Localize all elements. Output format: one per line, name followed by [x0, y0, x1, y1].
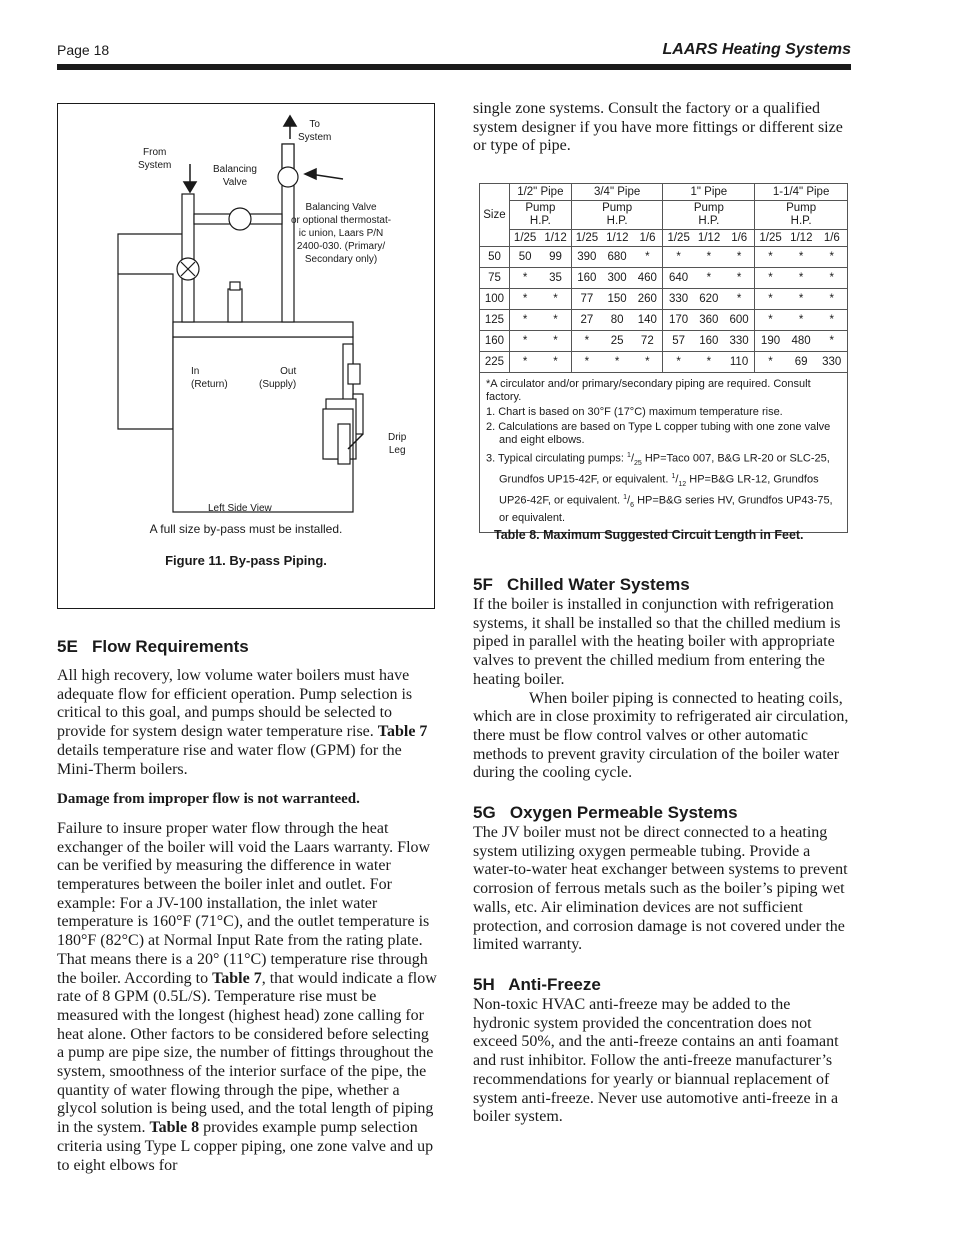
length-value: * [584, 356, 590, 368]
length-value: * [584, 335, 590, 347]
pipe-length-table [479, 183, 848, 373]
length-value: * [736, 293, 742, 305]
length-value: 35 [549, 272, 562, 284]
section-5g-body [473, 824, 853, 955]
heading-5h: 5H Anti-Freeze [473, 975, 601, 994]
length-value: * [614, 356, 620, 368]
length-value: 360 [699, 314, 719, 326]
warning-text: Damage from improper flow is not warranteed. [57, 791, 360, 808]
size-header: Size [480, 184, 510, 247]
length-value: 57 [672, 335, 685, 347]
length-value: 160 [699, 335, 719, 347]
length-cell-group [663, 268, 755, 289]
length-value: * [829, 335, 834, 347]
length-value: 72 [640, 335, 654, 347]
length-cell-group [571, 352, 663, 373]
length-value: 640 [669, 272, 689, 284]
length-cell-group [755, 289, 848, 310]
header-rule [57, 64, 851, 70]
length-value: * [829, 272, 834, 284]
figure-box [57, 103, 435, 609]
length-value: * [553, 293, 558, 305]
figure-caption: Figure 11. By-pass Piping. [165, 553, 327, 568]
length-cell-group [509, 289, 571, 310]
length-value: 110 [729, 356, 749, 368]
length-value: 260 [637, 293, 657, 305]
length-value: * [768, 356, 773, 368]
length-cell-group [571, 247, 663, 268]
heading-5f: 5F Chilled Water Systems [473, 575, 690, 594]
length-value: 480 [791, 335, 811, 347]
length-value: * [768, 272, 773, 284]
length-value: 620 [699, 293, 719, 305]
length-value: * [645, 251, 650, 263]
size-cell: 50 [480, 247, 510, 268]
length-value: 160 [577, 272, 597, 284]
intro-paragraph: single zone systems. Consult the factory or a qualified system designer if you have more fittings or different size or type of pipe. [473, 100, 843, 155]
table-row [480, 268, 848, 289]
table-caption: Table 8. Maximum Suggested Circuit Length in Feet. [494, 528, 804, 542]
table-row [480, 247, 848, 268]
length-cell-group [571, 268, 663, 289]
label-from-system: From System [138, 147, 172, 171]
table-notes [479, 373, 848, 533]
size-cell: 100 [480, 289, 510, 310]
paragraph: Failure to insure proper water flow through the heat exchanger of the boiler will void the Laars warranty. Flow can be verified by measuring the difference in water temperatures between the boiler inlet and outlet. For example: For a JV-100 installation, the inlet water temperature is 160°F (71°C), and the outlet temperature is 180°F (82°C) at Normal Input Rate from the rating plate. That means there is a 20° (11°C) temperature rise through the boiler. According to Table 7, that would indicate a flow rate of 8 GPM (0.5L/S). Temperature rise must be measured with the longest (highest head) zone calling for heat alone. Other factors to be considered before selecting a pump are pipe size, the number of fittings throughout the system, smoothness of the interior surface of the pipe, the quantity of water flowing through the pipe, whether a glycol solution is being used, and the total length of piping in the system. Table 8 provides example pump selection criteria using Type L copper piping, one zone valve and up to eight elbows for [57, 819, 437, 1174]
label-balancing-valve-note: Balancing Valve or optional thermostat- ic union, Laars P/N 2400-030. (Primary/ Secondary only) [291, 202, 392, 265]
length-value: * [798, 272, 804, 284]
length-value: * [645, 356, 650, 368]
length-cell-group [663, 310, 755, 331]
length-value: 170 [669, 314, 689, 326]
brand-title: LAARS Heating Systems [662, 41, 851, 58]
length-value: 50 [518, 251, 532, 263]
hp-cols: 1/25 1/12 [509, 230, 571, 247]
length-value: * [553, 335, 558, 347]
table-row [480, 331, 848, 352]
length-value: * [798, 251, 804, 263]
length-value: * [829, 251, 834, 263]
length-value: * [706, 251, 712, 263]
size-cell: 225 [480, 352, 510, 373]
length-cell-group [509, 247, 571, 268]
length-cell-group [571, 310, 663, 331]
label-left-side-view: Left Side View [208, 503, 272, 514]
length-value: * [768, 251, 773, 263]
length-value: * [829, 314, 834, 326]
length-value: 140 [637, 314, 657, 326]
table-row [480, 289, 848, 310]
length-value: * [676, 251, 681, 263]
length-value: * [706, 272, 712, 284]
label-drip-leg: Drip Leg [388, 432, 407, 456]
length-value: * [829, 293, 834, 305]
length-value: 150 [607, 293, 627, 305]
length-cell-group [755, 331, 848, 352]
paragraph: All high recovery, low volume water boilers must have adequate flow for efficient operation. Pump selection is critical to this goal, and pumps should be selected to provide for system design water temperature rise. Table 7 details temperature rise and water flow (GPM) for the Mini-Therm boilers. [57, 667, 428, 778]
label-in-return: In (Return) [191, 366, 228, 390]
length-cell-group [755, 268, 848, 289]
length-value: * [736, 251, 742, 263]
length-cell-group [509, 352, 571, 373]
table-8 [479, 183, 848, 533]
pipe-header: 3/4" Pipe [571, 184, 663, 201]
length-value: * [768, 293, 773, 305]
heading-5e: 5E Flow Requirements [57, 637, 249, 656]
length-value: 390 [577, 251, 597, 263]
table-note: 2. Calculations are based on Type L copper tubing with one zone valve and eight elbows. [486, 421, 831, 446]
hp-cols: 1/25 1/12 1/6 [571, 230, 663, 247]
table-note: *A circulator and/or primary/secondary piping are required. Consult factory. [486, 378, 811, 403]
length-value: 80 [610, 314, 624, 326]
page-number: Page 18 [57, 42, 110, 58]
pipe-header: 1/2" Pipe [509, 184, 571, 201]
length-cell-group [755, 310, 848, 331]
length-cell-group [663, 289, 755, 310]
paragraph: The JV boiler must not be direct connected to a heating system utilizing oxygen permeable tubing. Provide a water-to-water heat exchanger between systems to prevent corrosion of ferrous metals such as the boiler’s piping wet walls, etc. Air elimination devices are not sufficient protection, and corrosion damage is not covered under the limited warranty. [473, 824, 848, 954]
length-value: 330 [822, 356, 842, 368]
length-value: 190 [760, 335, 781, 347]
length-value: * [736, 272, 742, 284]
length-value: 460 [637, 272, 657, 284]
hp-cols: 1/25 1/12 1/6 [663, 230, 755, 247]
pipe-header: 1-1/4" Pipe [755, 184, 848, 201]
section-5f-body [473, 596, 853, 783]
length-value: * [768, 314, 773, 326]
paragraph: When boiler piping is connected to heating coils, which are in close proximity to refrigerated air circulation, there must be flow control valves or other automatic methods to prevent gravity circulation of the boiler water during the cooling cycle. [473, 689, 849, 782]
length-cell-group [571, 289, 663, 310]
paragraph: If the boiler is installed in conjunction with refrigeration systems, it shall be installed so that the chilled medium is piped in parallel with the heating boiler with appropriate valves to prevent the chilled medium from entering the heating boiler. [473, 596, 841, 688]
length-value: * [522, 272, 528, 284]
size-cell: 125 [480, 310, 510, 331]
length-cell-group [509, 310, 571, 331]
length-cell-group [755, 352, 848, 373]
length-value: * [522, 293, 528, 305]
length-cell-group [755, 247, 848, 268]
length-value: * [553, 356, 558, 368]
length-value: 99 [549, 251, 562, 263]
section-5h-body [473, 996, 851, 1127]
length-value: 330 [669, 293, 689, 305]
size-cell: 75 [480, 268, 510, 289]
label-balancing-valve: Balancing Valve [213, 164, 257, 188]
length-cell-group [663, 352, 755, 373]
length-cell-group [663, 331, 755, 352]
pump-hp-header: Pump H.P. [663, 201, 755, 230]
pipe-header: 1" Pipe [663, 184, 755, 201]
length-cell-group [571, 331, 663, 352]
section-5e-body [57, 667, 437, 1175]
length-value: 300 [607, 272, 627, 284]
length-cell-group [509, 331, 571, 352]
pump-hp-header: Pump H.P. [755, 201, 848, 230]
length-cell-group [509, 268, 571, 289]
length-value: 680 [607, 251, 627, 263]
length-cell-group [663, 247, 755, 268]
length-value: * [798, 293, 804, 305]
length-value: 25 [610, 335, 624, 347]
label-out-supply: Out (Supply) [259, 366, 297, 390]
length-value: * [522, 335, 528, 347]
size-cell: 160 [480, 331, 510, 352]
label-to-system: To System [298, 119, 332, 143]
length-value: * [553, 314, 558, 326]
table-note: 3. Typical circulating pumps: $^1/_{25}$ HP=Taco 007, B&G LR-20 or SLC-25, Grundfos UP15-42F, or equivalent. $^1/_{12}$ HP=B&G LR-12, Grundfos UP26-42F, or equivalent. $^1/_6$ HP=B&G series HV, Grundfos UP43-75, or equivalent. [486, 452, 833, 524]
length-value: * [706, 356, 712, 368]
heading-5g: 5G Oxygen Permeable Systems [473, 803, 738, 822]
length-value: 77 [580, 293, 594, 305]
figure-note: A full size by-pass must be installed. [149, 522, 343, 536]
length-value: * [676, 356, 681, 368]
table-note: 1. Chart is based on 30°F (17°C) maximum temperature rise. [486, 406, 783, 418]
length-value: * [522, 314, 528, 326]
paragraph: Non-toxic HVAC anti-freeze may be added to the hydronic system provided the concentration does not exceed 50%, and the anti-freeze contains an anti foamant and rust inhibitor. Follow the anti-freeze manufacturer’s recommendations for yearly or biannual replacement of system anti-freeze. Never use automotive anti-freeze in a boiler system. [473, 996, 839, 1126]
table-row [480, 352, 848, 373]
pump-hp-header: Pump H.P. [571, 201, 663, 230]
length-value: 600 [729, 314, 749, 326]
length-value: * [798, 314, 804, 326]
hp-cols: 1/25 1/12 1/6 [755, 230, 848, 247]
length-value: 27 [580, 314, 594, 326]
length-value: * [522, 356, 528, 368]
length-value: 330 [729, 335, 749, 347]
pump-hp-header: Pump H.P. [509, 201, 571, 230]
table-row [480, 310, 848, 331]
length-value: 69 [794, 356, 808, 368]
